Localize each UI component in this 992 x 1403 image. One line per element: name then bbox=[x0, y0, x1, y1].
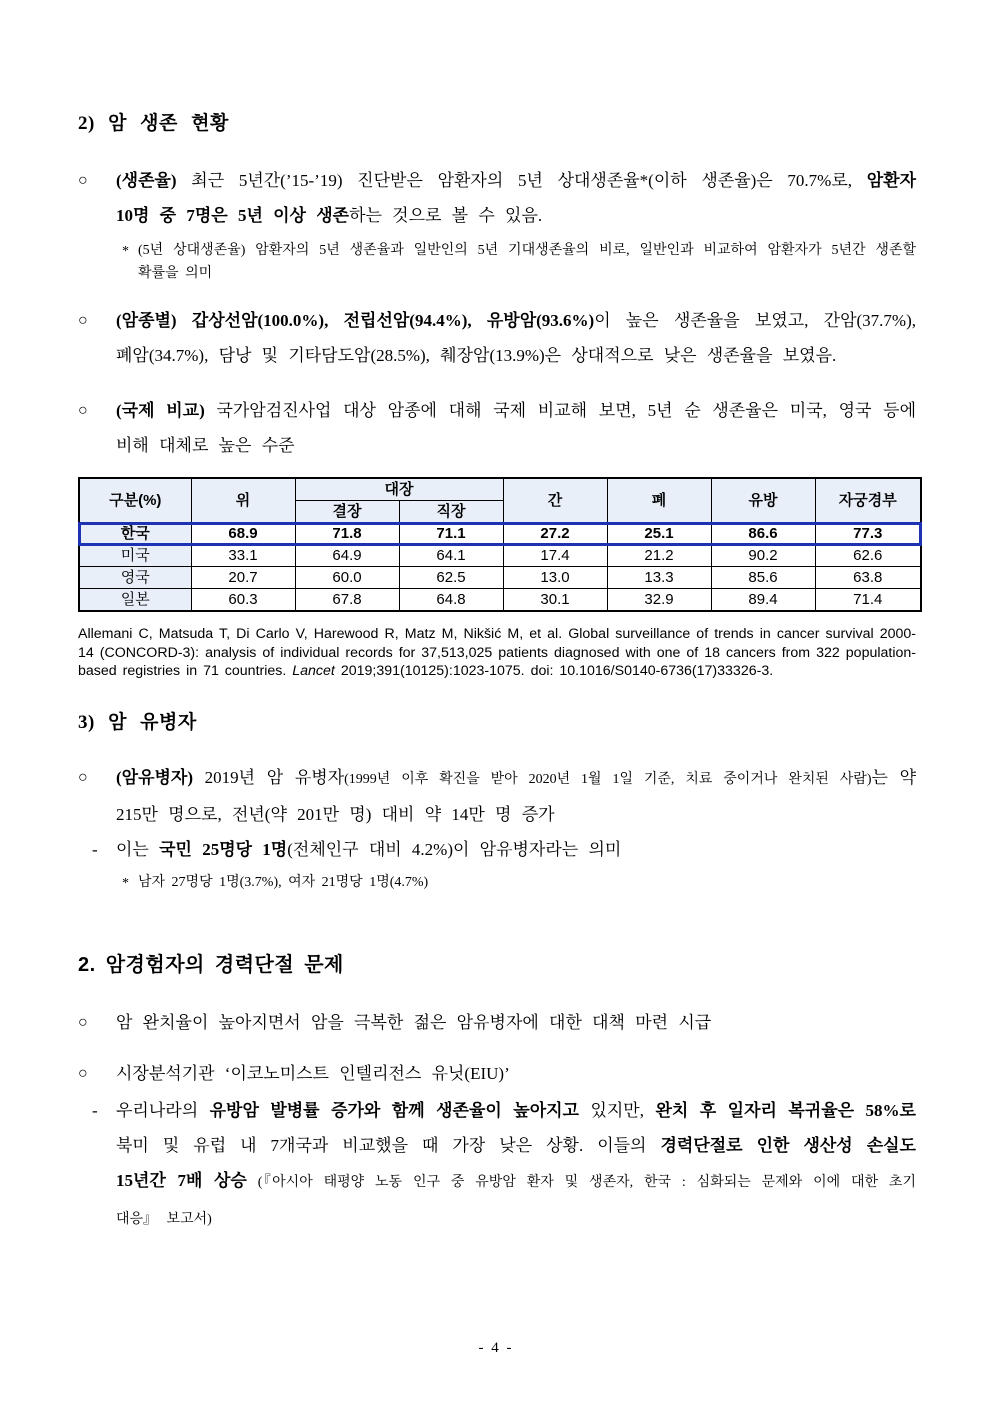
bullet-young-survivors-text: 암 완치율이 높아지면서 암을 극복한 젊은 암유병자에 대한 대책 마련 시급 bbox=[116, 1012, 712, 1032]
dash-icon: - bbox=[92, 1100, 98, 1120]
circle-bullet-icon: ○ bbox=[78, 312, 88, 329]
col-header-cervix: 자궁경부 bbox=[815, 478, 921, 523]
table-cell: 60.0 bbox=[295, 567, 399, 589]
table-cell: 64.9 bbox=[295, 545, 399, 567]
table-row-japan bbox=[79, 589, 921, 612]
dash-report-em1: 유방암 발병률 증가와 함께 생존율이 높아지고 bbox=[209, 1100, 579, 1120]
table-cell: 90.2 bbox=[711, 545, 815, 567]
bullet-prevalence-label: (암유병자) bbox=[116, 767, 194, 787]
dash-report-text1: 우리나라의 bbox=[116, 1100, 210, 1120]
row-label-uk: 영국 bbox=[79, 567, 191, 589]
dash-report-text3: 북미 및 유럽 내 7개국과 비교했을 때 가장 낮은 상황. 이들의 bbox=[116, 1135, 661, 1155]
table-cell: 13.3 bbox=[607, 567, 711, 589]
table-cell: 85.6 bbox=[711, 567, 815, 589]
table-cell: 86.6 bbox=[711, 523, 815, 545]
bullet-eiu bbox=[78, 1056, 916, 1091]
dash-report-text2: 있지만, bbox=[578, 1100, 656, 1120]
table-cell: 13.0 bbox=[503, 567, 607, 589]
table-cell: 64.1 bbox=[399, 545, 503, 567]
circle-bullet-icon: ○ bbox=[78, 768, 88, 786]
table-cell: 71.1 bbox=[399, 523, 503, 545]
citation-text-pre: Allemani C, Matsuda T, Di Carlo V, Harewood R, Matz M, Nikšić M, et al. Global surveillance of trends in cancer survival 2000-14 (CONCORD-3): analysis of individual records for 37,513,025 patients diagnosed with one of 18 cancers from 322 population-based registries in 71 countries. bbox=[78, 626, 916, 679]
table-cell: 21.2 bbox=[607, 545, 711, 567]
section-heading-cancer-prevalence: 3) 암 유병자 bbox=[78, 711, 197, 733]
table-row-korea bbox=[79, 523, 921, 545]
dash-report-em2: 완치 후 일자리 복귀율은 58%로 bbox=[655, 1100, 916, 1120]
circle-bullet-icon: ○ bbox=[78, 1064, 88, 1082]
circle-bullet-icon: ○ bbox=[78, 172, 88, 189]
asterisk-icon: * bbox=[122, 244, 129, 259]
col-header-category: 구분(%) bbox=[79, 478, 191, 523]
dash-one-in-25-text2: (전체인구 대비 4.2%)이 암유병자라는 의미 bbox=[287, 839, 622, 859]
bullet-prevalence-paren: (1999년 이후 확진을 받아 2020년 1월 1일 기준, 치료 중이거나 완치된 사람) bbox=[344, 771, 872, 787]
dash-item-breast-cancer-report bbox=[78, 1093, 916, 1237]
dash-icon: - bbox=[92, 839, 98, 859]
bullet-survival-rate-label: (생존율) bbox=[116, 171, 177, 190]
citation-concord3 bbox=[78, 625, 916, 681]
bullet-young-survivors bbox=[78, 1005, 916, 1040]
row-label-korea: 한국 bbox=[79, 523, 191, 545]
citation-text-post: 2019;391(10125):1023-1075. doi: 10.1016/S0140-6736(17)33326-3. bbox=[334, 663, 774, 679]
footnote-gender-prevalence bbox=[78, 871, 916, 894]
table-cell: 25.1 bbox=[607, 523, 711, 545]
table-row-uk bbox=[79, 567, 921, 589]
dash-one-in-25-text1: 이는 bbox=[116, 839, 160, 859]
survival-comparison-table bbox=[78, 477, 922, 612]
bullet-prevalence bbox=[78, 760, 916, 832]
table-cell: 77.3 bbox=[815, 523, 921, 545]
bullet-prevalence-text2: 는 약 215만 명으로, 전년(약 201만 명) 대비 약 14만 명 증가 bbox=[116, 767, 916, 824]
col-header-breast: 유방 bbox=[711, 478, 815, 523]
circle-bullet-icon: ○ bbox=[78, 402, 88, 419]
row-label-japan: 일본 bbox=[79, 589, 191, 612]
col-header-colorectal-group: 대장 bbox=[295, 478, 503, 501]
table-cell: 62.6 bbox=[815, 545, 921, 567]
bullet-international-comparison-label: (국제 비교) bbox=[116, 401, 205, 420]
table-header-row-1 bbox=[79, 478, 921, 501]
table-cell: 32.9 bbox=[607, 589, 711, 612]
bullet-by-cancer-type-em: (암종별) 갑상선암(100.0%), 전립선암(94.4%), 유방암(93.6%) bbox=[116, 311, 595, 330]
col-header-colon: 결장 bbox=[295, 501, 399, 523]
section-heading-career-interruption: 2. 암경험자의 경력단절 문제 bbox=[78, 953, 344, 976]
table-cell: 89.4 bbox=[711, 589, 815, 612]
table-cell: 33.1 bbox=[191, 545, 295, 567]
table-cell: 30.1 bbox=[503, 589, 607, 612]
bullet-survival-rate bbox=[78, 163, 916, 233]
col-header-liver: 간 bbox=[503, 478, 607, 523]
dash-one-in-25-em: 국민 25명당 1명 bbox=[159, 839, 288, 859]
circle-bullet-icon: ○ bbox=[78, 1013, 88, 1031]
footnote-gender-prevalence-text: 남자 27명당 1명(3.7%), 여자 21명당 1명(4.7%) bbox=[138, 874, 429, 890]
bullet-survival-rate-text1: 최근 5년간(’15-’19) 진단받은 암환자의 5년 상대생존율*(이하 생존율)은 70.7%로, bbox=[176, 171, 867, 190]
bullet-eiu-text: 시장분석기관 ‘이코노미스트 인텔리전스 유닛(EIU)’ bbox=[116, 1063, 510, 1083]
bullet-survival-rate-em: 암환자 10명 중 7명은 5년 이상 생존 bbox=[116, 171, 916, 225]
table-cell: 64.8 bbox=[399, 589, 503, 612]
table-cell: 20.7 bbox=[191, 567, 295, 589]
asterisk-icon: * bbox=[122, 875, 129, 891]
table-cell: 71.4 bbox=[815, 589, 921, 612]
dash-report-source: (『아시아 태평양 노동 인구 중 유방암 환자 및 생존자, 한국 : 심화되는 문제와 이에 대한 초기 대응』 보고서) bbox=[116, 1174, 916, 1227]
bullet-by-cancer-type bbox=[78, 303, 916, 373]
bullet-international-comparison-text: 국가암검진사업 대상 암종에 대해 국제 비교해 보면, 5년 순 생존율은 미국, 영국 등에 비해 대체로 높은 수준 bbox=[116, 401, 916, 455]
dash-report-em3: 경력단절로 인한 생산성 손실도 15년간 7배 상승 bbox=[116, 1135, 916, 1190]
footnote-relative-survival bbox=[78, 239, 916, 285]
table-cell: 68.9 bbox=[191, 523, 295, 545]
row-label-usa: 미국 bbox=[79, 545, 191, 567]
bullet-by-cancer-type-text: 이 높은 생존율을 보였고, 간암(37.7%), 폐암(34.7%), 담낭 및 기타담도암(28.5%), 췌장암(13.9%)은 상대적으로 낮은 생존율을 보였음. bbox=[116, 311, 916, 365]
section-heading-cancer-survival: 2) 암 생존 현황 bbox=[78, 113, 229, 134]
table-row-usa bbox=[79, 545, 921, 567]
col-header-lung: 폐 bbox=[607, 478, 711, 523]
bullet-international-comparison bbox=[78, 393, 916, 463]
table-cell: 27.2 bbox=[503, 523, 607, 545]
bullet-survival-rate-text2: 하는 것으로 볼 수 있음. bbox=[349, 206, 543, 225]
col-header-stomach: 위 bbox=[191, 478, 295, 523]
table-cell: 60.3 bbox=[191, 589, 295, 612]
page-number: - 4 - bbox=[478, 1340, 514, 1356]
dash-item-one-in-25 bbox=[78, 832, 916, 867]
table-cell: 17.4 bbox=[503, 545, 607, 567]
table-cell: 63.8 bbox=[815, 567, 921, 589]
bullet-prevalence-text1: 2019년 암 유병자 bbox=[193, 767, 345, 787]
footnote-relative-survival-text: (5년 상대생존율) 암환자의 5년 생존율과 일반인의 5년 기대생존율의 비로, 일반인과 비교하여 암환자가 5년간 생존할 확률을 의미 bbox=[138, 243, 916, 281]
citation-journal-name: Lancet bbox=[292, 663, 335, 679]
table-cell: 71.8 bbox=[295, 523, 399, 545]
table-cell: 67.8 bbox=[295, 589, 399, 612]
col-header-rectum: 직장 bbox=[399, 501, 503, 523]
table-cell: 62.5 bbox=[399, 567, 503, 589]
